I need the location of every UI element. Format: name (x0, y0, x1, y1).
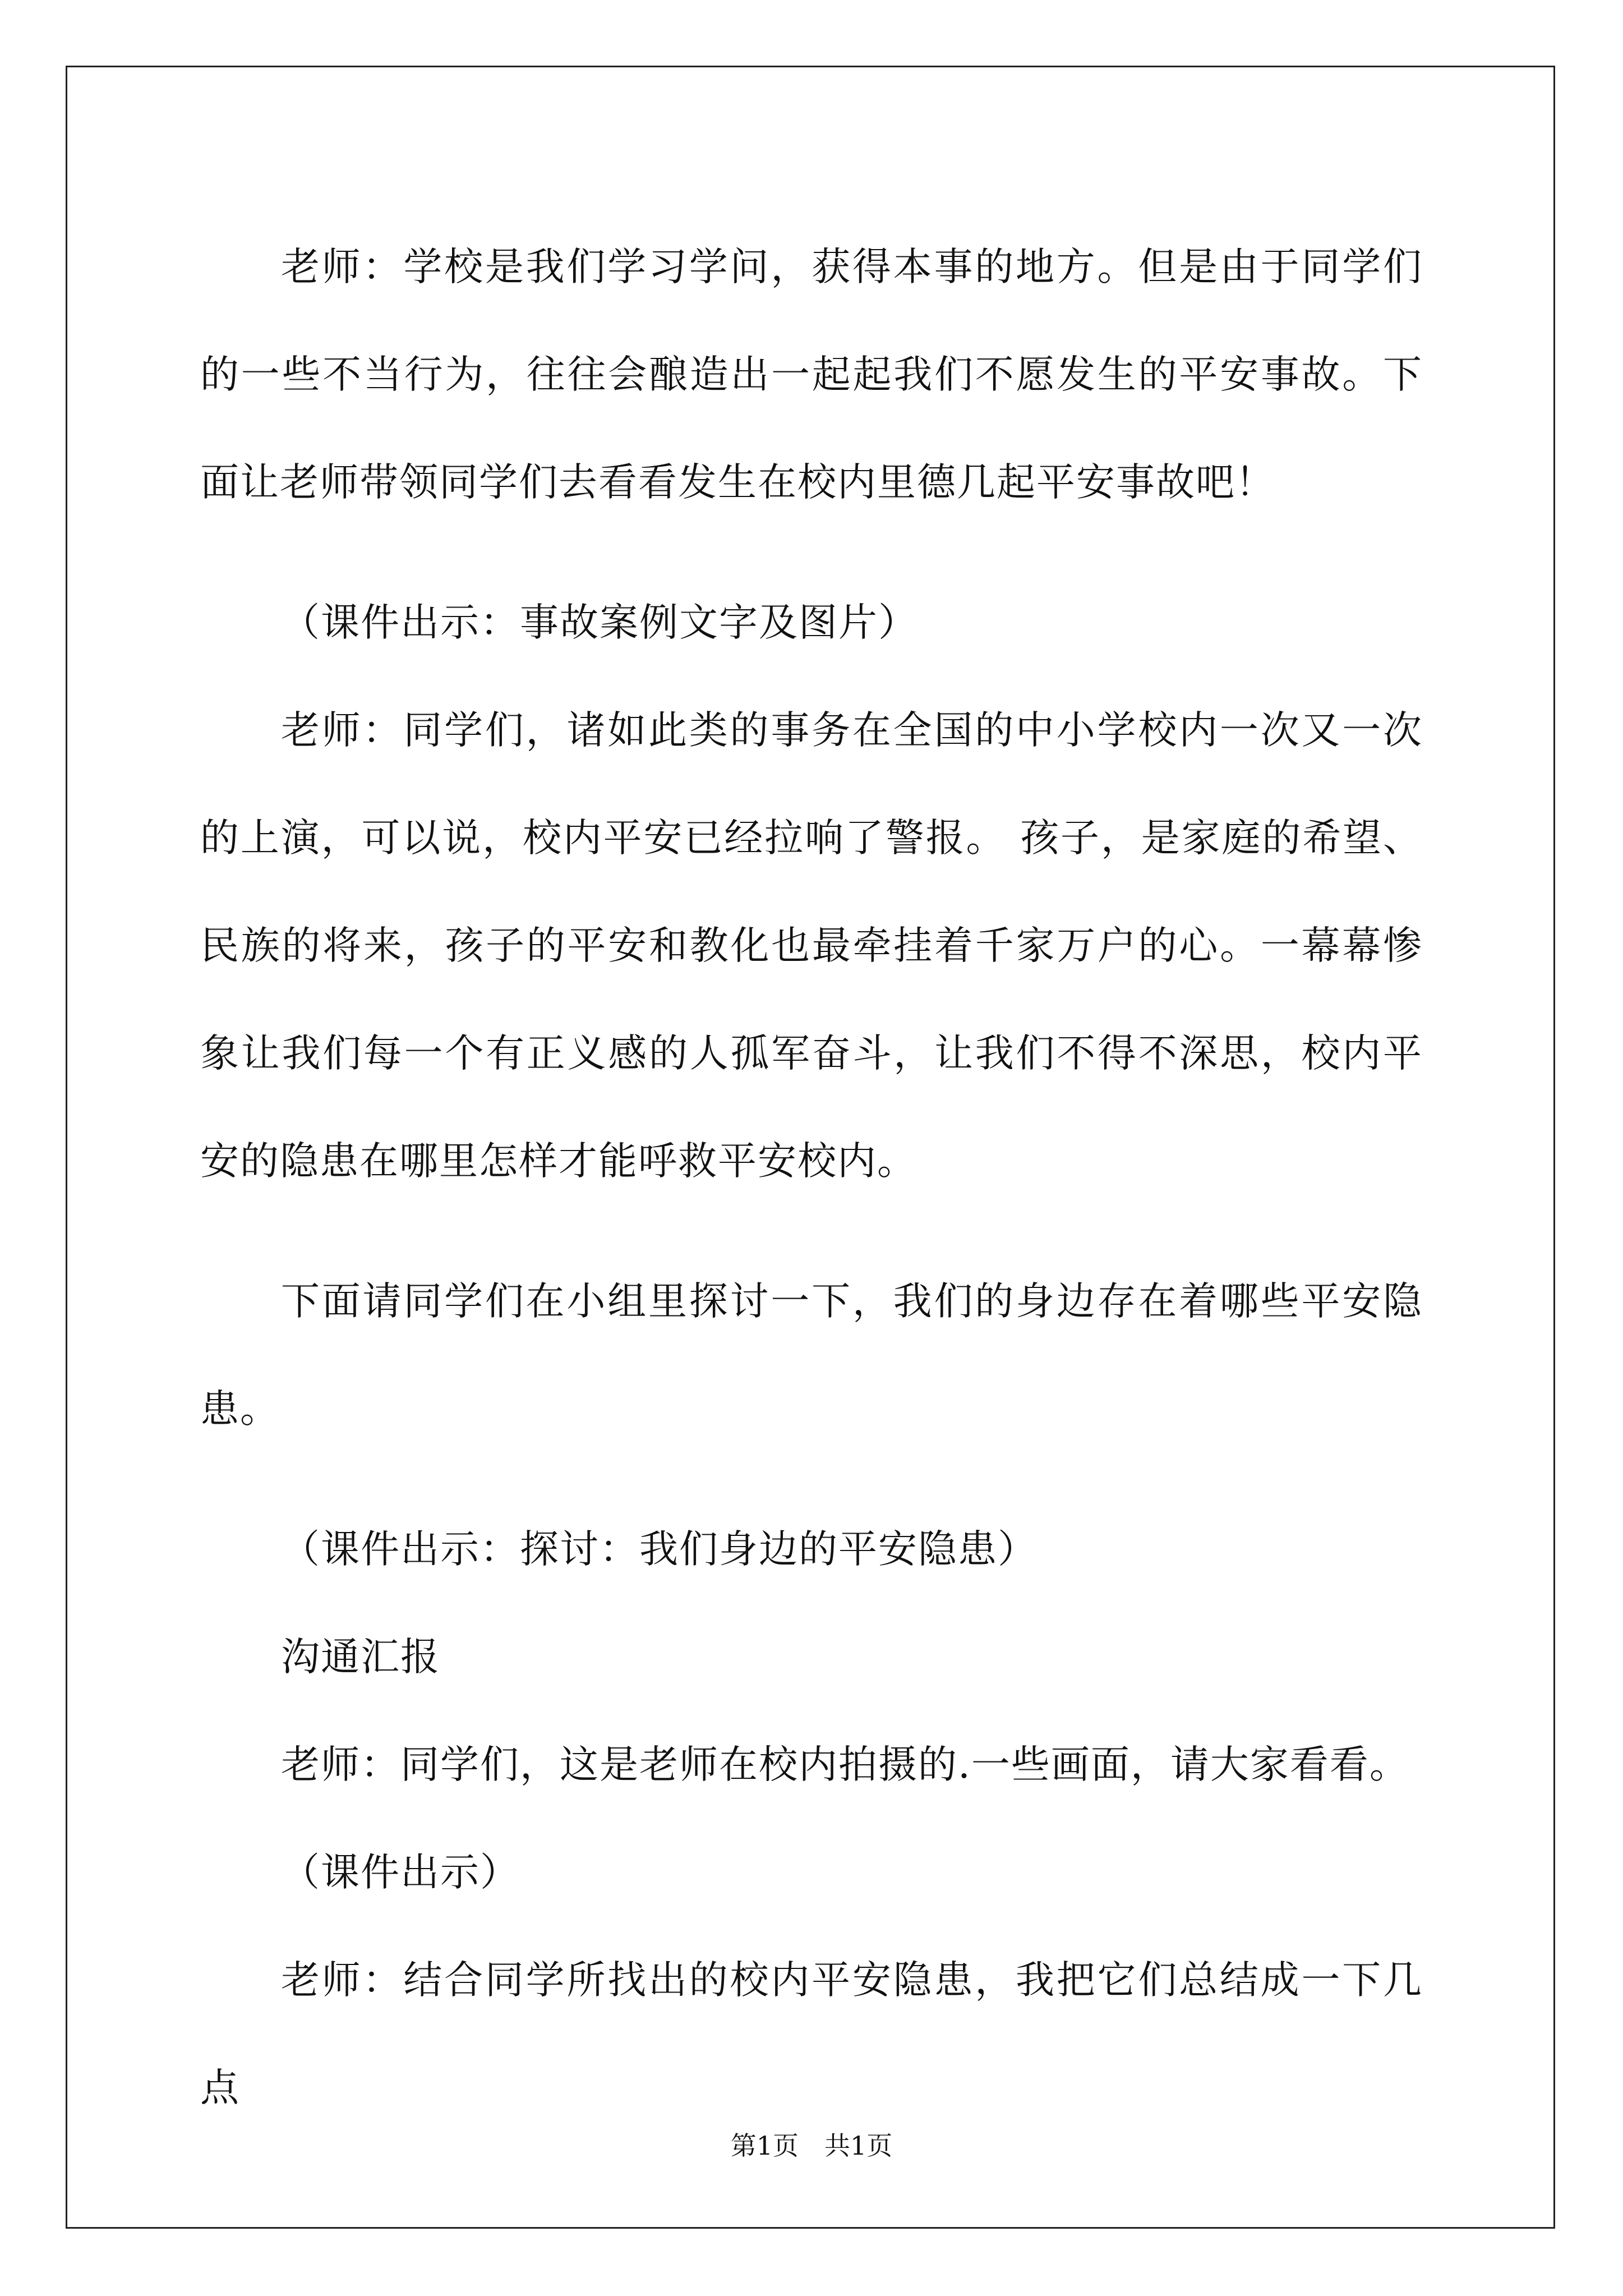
paragraph-4: 下面请同学们在小组里探讨一下，我们的身边存在着哪些平安隐患。 (200, 1279, 1423, 1432)
paragraph-1: 老师：学校是我们学习学问，获得本事的地方。但是由于同学们的一些不当行为，往往会酿造出一起起我们不愿发生的平安事故。下面让老师带领同学们去看看发生在校内里德几起平安事故吧！ (200, 245, 1423, 505)
paragraph-8: （课件出示） (281, 1850, 520, 1895)
paragraph-7: 老师：同学们，这是老师在校内拍摄的.一些画面，请大家看看。 (281, 1742, 1409, 1787)
paragraph-2: （课件出示：事故案例文字及图片） (281, 600, 918, 645)
paragraph-5: （课件出示：探讨：我们身边的平安隐患） (281, 1527, 1038, 1572)
document-body (200, 213, 1423, 2142)
page-footer: 第1页 共1页 (730, 2131, 893, 2161)
paragraph-3: 老师：同学们，诸如此类的事务在全国的中小学校内一次又一次的上演，可以说，校内平安已经拉响了警报。 孩子，是家庭的希望、民族的将来，孩子的平安和教化也最牵挂着千家万户的心。一幕幕惨象让我们每一个有正义感的人孤军奋斗，让我们不得不深思，校内平安的隐患在哪里怎样才能呼救平安校内。 (200, 708, 1423, 1184)
paragraph-9: 老师：结合同学所找出的校内平安隐患，我把它们总结成一下几点 (200, 1958, 1423, 2110)
paragraph-6: 沟通汇报 (281, 1635, 440, 1680)
